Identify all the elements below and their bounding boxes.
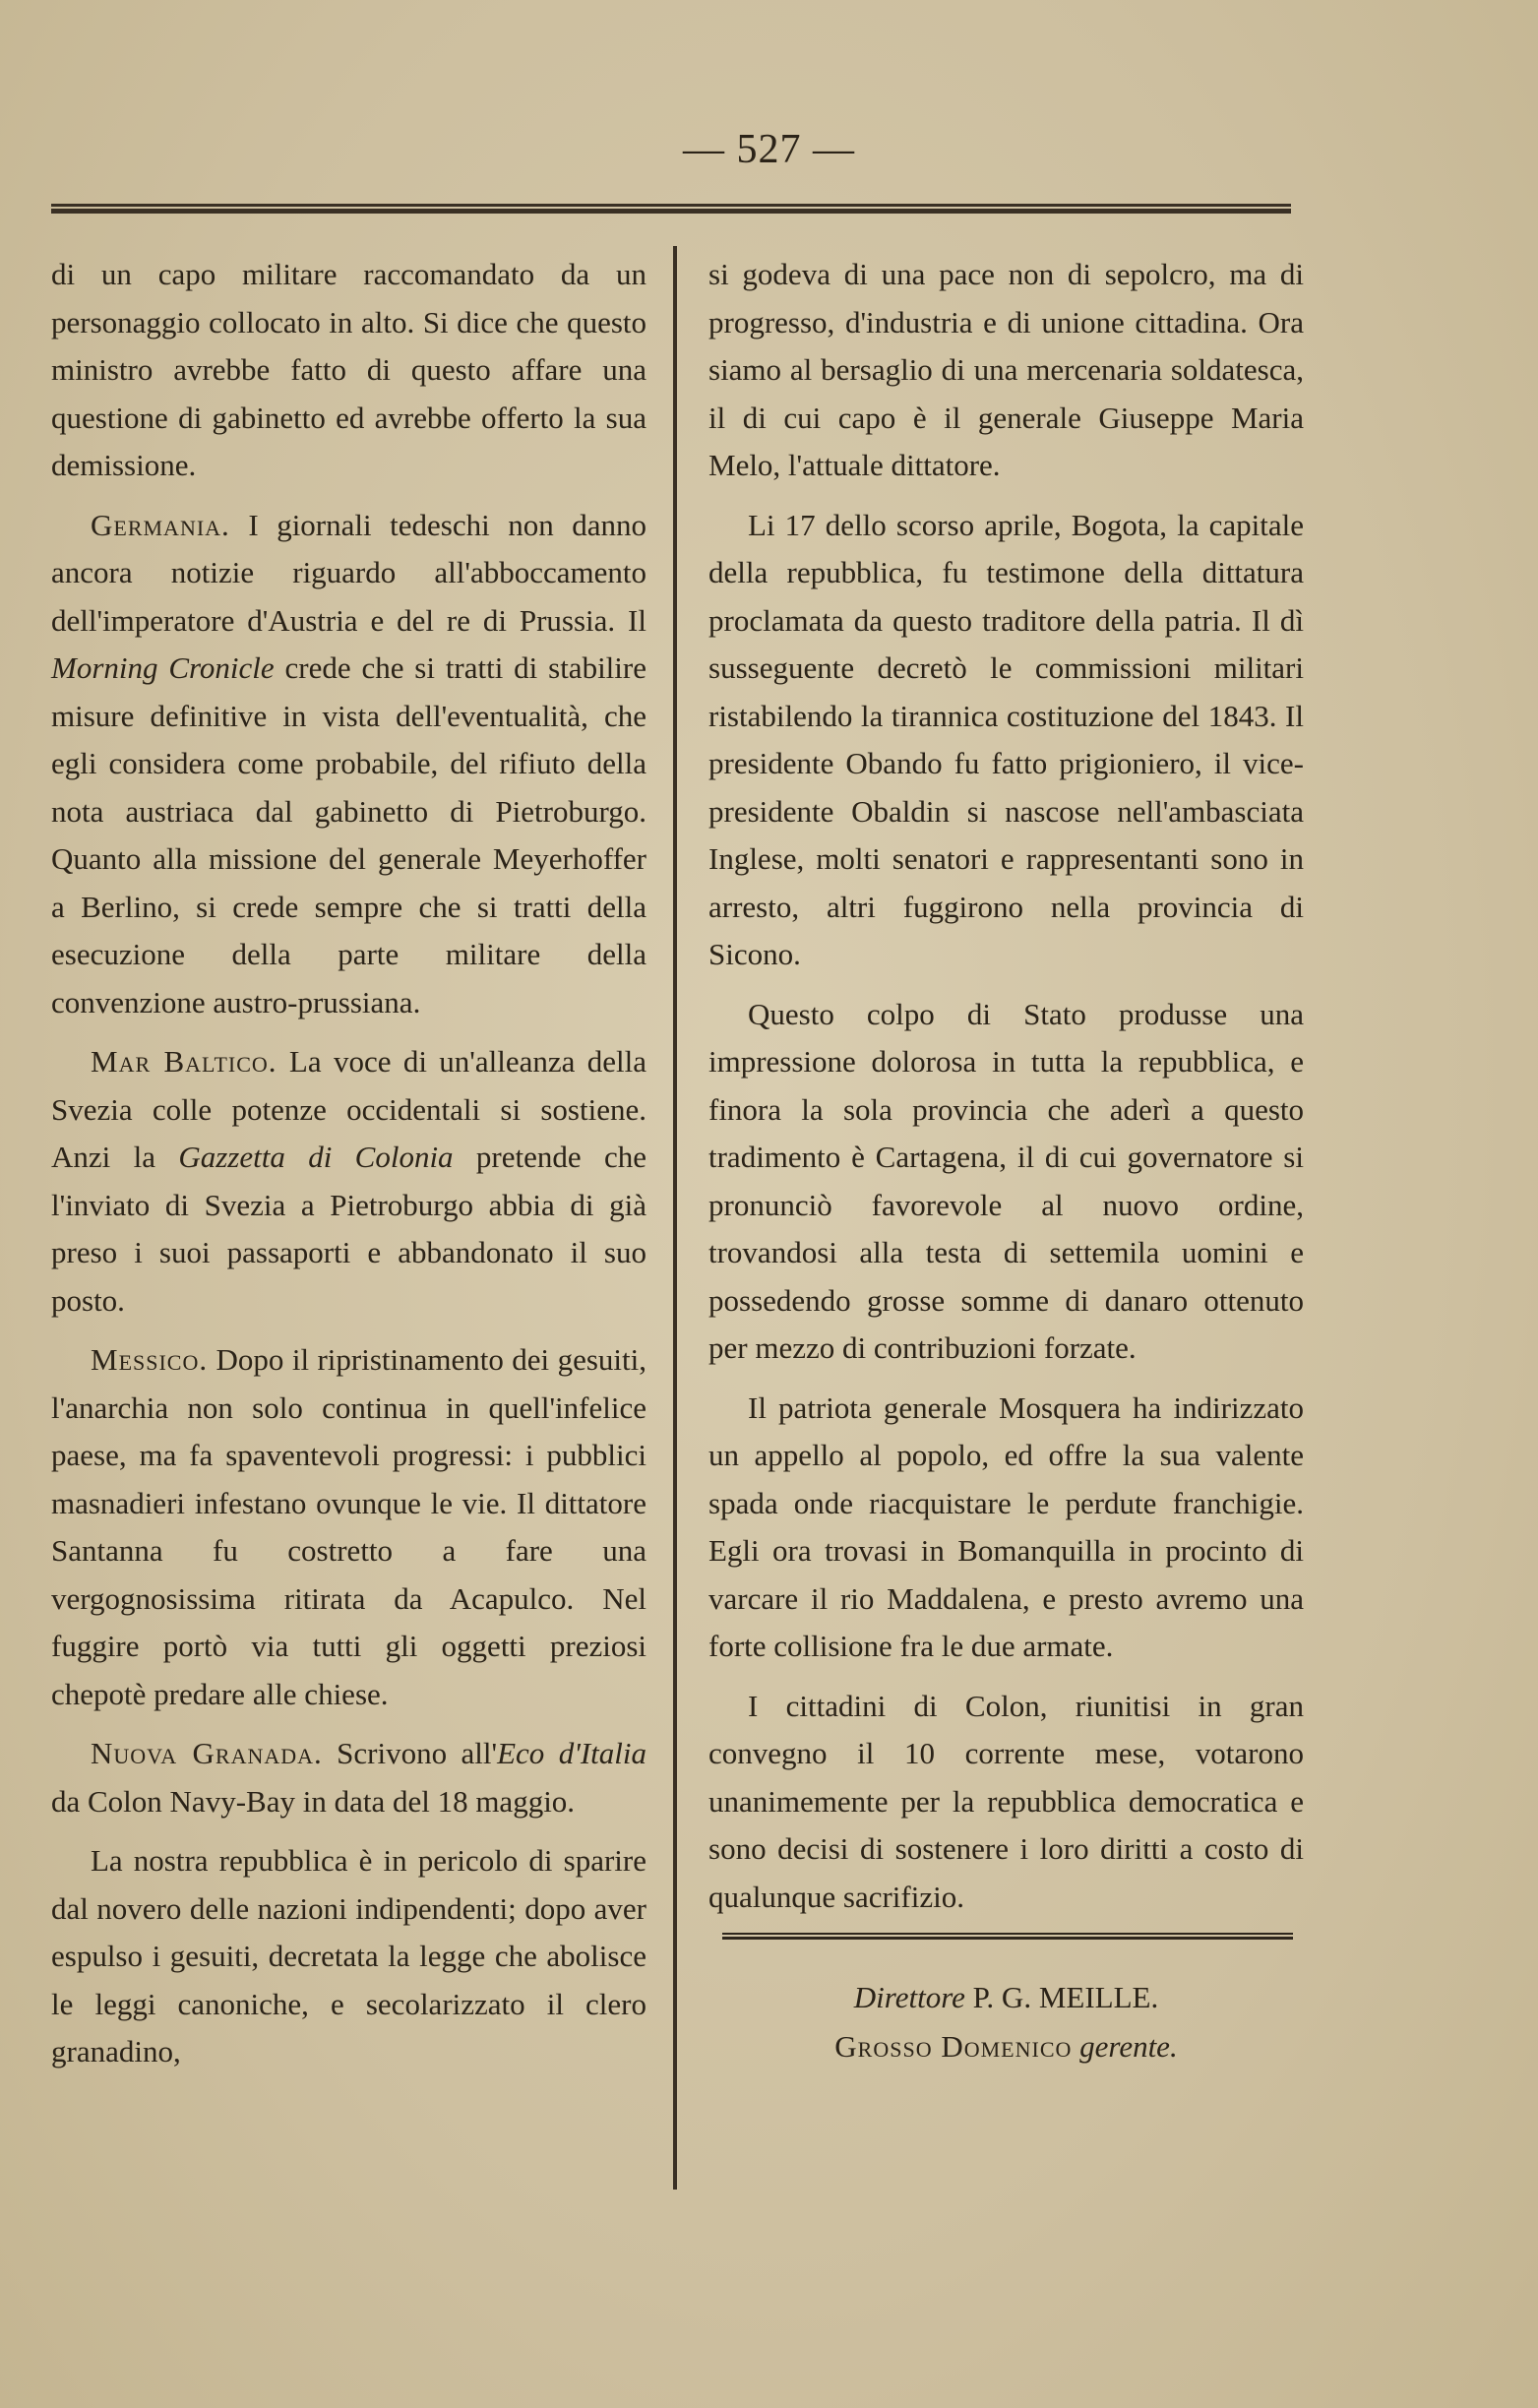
paragraph-text: Dopo il ripristinamento dei gesuiti, l'anarchia non solo continua in quell'infelice paese, ma fa spaventevoli progressi: i pubblici masnadieri infestano ovunque le vie. Il dittatore Santanna fu costretto a fare una vergognosissima ritirata da Acapulco. Nel fuggire portò via tutti gli oggetti preziosi chepotè predare alle chiese. [51,1342,646,1711]
article-paragraph [708,502,1304,979]
director-name: P. G. MEILLE. [972,1980,1159,2014]
news-mar-baltico [51,1038,646,1325]
section-heading: Mar Baltico. [91,1044,277,1079]
article-paragraph [51,1837,646,2076]
article-paragraph [708,251,1304,490]
left-column [51,251,646,2088]
paragraph-text: Li 17 dello scorso aprile, Bogota, la capitale della repubblica, fu testimone della dittatura proclamata da questo traditore della patria. Il dì susseguente decretò le commissioni militari ristabilendo la tirannica costituzione del 1843. Il presidente Obando fu fatto prigioniero, il vice-presidente Obaldin si nascose nell'ambasciata Inglese, molti senatori e rappresentanti sono in arresto, altri fuggirono nella provincia di Sicono. [708,507,1304,971]
section-heading: Germania. [91,507,230,542]
gerent-line [708,2022,1304,2071]
news-germania [51,502,646,1027]
paragraph-text: si godeva di una pace non di sepolcro, ma di progresso, d'industria e di unione cittadina. Ora siamo al bersaglio di una mercenaria soldatesca, il di cui capo è il generale Giuseppe Maria Melo, l'attuale dittatore. [708,257,1304,482]
paragraph-text: crede che si tratti di stabilire misure definitive in vista dell'eventualità, che egli considera come probabile, del rifiuto della nota austriaca dal gabinetto di Pietroburgo. Quanto alla missione del generale Meyerhoffer a Berlino, si crede sempre che si tratti della esecuzione della parte militare della convenzione austro-prussiana. [51,650,646,1019]
article-paragraph [708,991,1304,1373]
column-divider [673,246,677,2190]
signature-rule [722,1933,1293,1940]
page-number: — 527 — [683,127,855,172]
paragraph-text: Il patriota generale Mosquera ha indirizzato un appello al popolo, ed offre la sua valente spada onde riacquistare le perdute franchigie. Egli ora trovasi in Bomanquilla in procinto di varcare il rio Maddalena, e presto avremo una forte collisione fra le due armate. [708,1389,1304,1663]
director-label: Direttore [853,1980,965,2014]
director-line [708,1973,1304,2022]
newspaper-title: Eco d'Italia [497,1736,646,1770]
paragraph-text: Scrivono all' [337,1736,498,1770]
paragraph-text: pretende che l'inviato di Svezia a Pietroburgo abbia di già preso i suoi passaporti e abbandonato il suo posto. [51,1140,647,1318]
right-column [708,251,1304,2071]
paragraph-text: I cittadini di Colon, riunitisi in gran convegno il 10 corrente mese, votarono unanimemente per la repubblica democratica e sono decisi di sostenere i loro diritti a costo di qualunque sacrifizio. [708,1688,1304,1914]
paragraph-text: I giornali tedeschi non danno ancora notizie riguardo all'abboccamento dell'imperatore d'Austria e del re di Prussia. Il [51,507,647,638]
paragraph-text: La nostra repubblica è in pericolo di sparire dal novero delle nazioni indipendenti; dopo aver espulso i gesuiti, decretata la legge che abolisce le leggi canoniche, e secolarizzato il clero granadino, [51,1843,646,2068]
article-paragraph [708,1683,1304,1922]
gerent-name: Grosso Domenico [834,2029,1073,2064]
paragraph-text: da Colon Navy-Bay in data del 18 maggio. [51,1783,576,1819]
news-nuova-granada [51,1730,646,1825]
newspaper-title: Gazzetta di Colonia [178,1140,454,1174]
header-rule [51,204,1291,214]
paragraph-text: La voce di un'alleanza della Svezia colle potenze occidentali si sostiene. Anzi la [51,1044,647,1174]
article-paragraph [708,1385,1304,1671]
gerent-label: gerente. [1079,2029,1178,2064]
newspaper-title: Morning Cronicle [51,650,275,685]
paragraph-text: di un capo militare raccomandato da un personaggio collocato in alto. Si dice che questo ministro avrebbe fatto di questo affare una questione di gabinetto ed avrebbe offerto la sua demissione. [51,257,646,482]
news-messico [51,1336,646,1718]
section-heading: Nuova Granada. [91,1736,323,1770]
paragraph-text: Questo colpo di Stato produsse una impressione dolorosa in tutta la repubblica, e finora la sola provincia che aderì a questo tradimento è Cartagena, il di cui governatore si pronunciò favorevole al nuovo ordine, trovandosi alla testa di settemila uomini e possedendo grosse somme di danaro ottenuto per mezzo di contribuzioni forzate. [708,996,1304,1365]
section-heading: Messico. [91,1342,209,1377]
article-paragraph [51,251,646,490]
